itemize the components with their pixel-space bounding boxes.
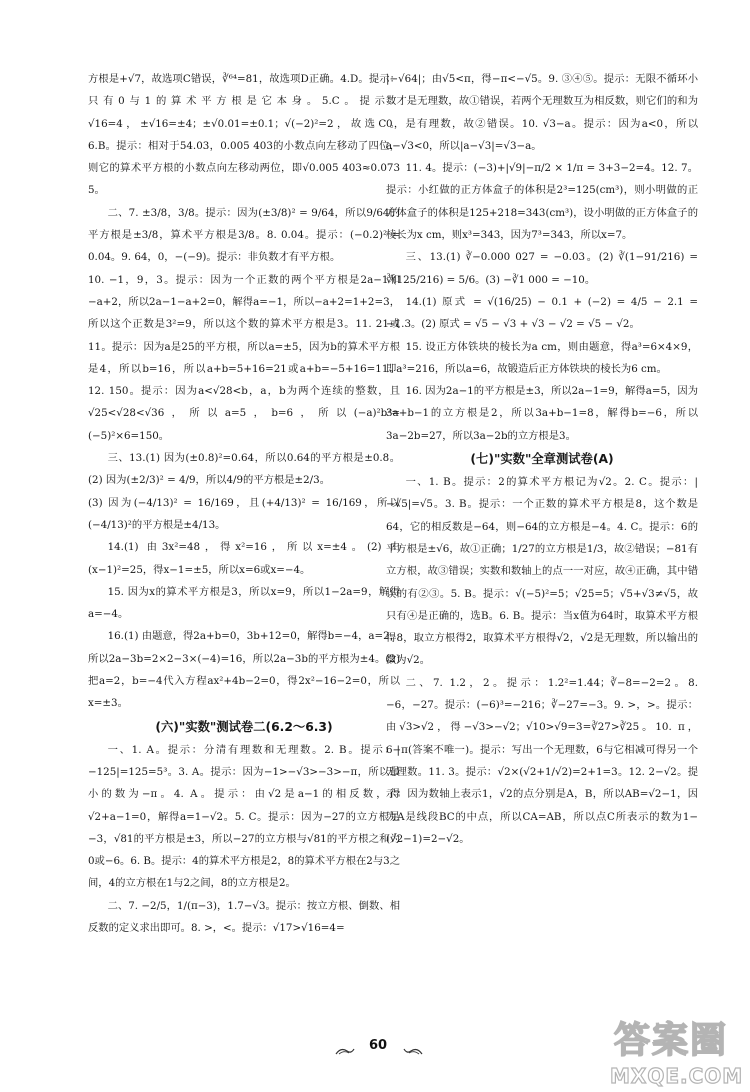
watermark-top-text: 答案圈 — [614, 1020, 729, 1061]
answer-paragraph: 15. 因为x的算术平方根是3，所以x=9，所以1−2a=9，解得a=−4。 — [88, 585, 400, 621]
page-number: 60 — [368, 1038, 388, 1053]
section-title: (六)"实数"测试卷二(6.2～6.3) — [155, 719, 333, 734]
left-ornament-icon — [335, 1046, 355, 1056]
answer-paragraph: 16. 因为2a−1的平方根是±3，所以2a−1=9，解得a=5，因为3a+b−1的立方根是2，所以3a+b−1=8，解得b=−6，所以3a−2b=27，所以3a−2b的立方根是3。 — [386, 385, 698, 442]
watermark-bottom-text: MXQE.COM — [610, 1064, 744, 1088]
answer-paragraph: 三、13.(1) ∛−0.000 027 = −0.03。(2) ∛(1−91/216) = ∛(125/216) = 5/6。(3) −∛1 000 = −10。 — [386, 251, 698, 286]
answer-paragraph: |−√64|；由√5<π，得−π<−√5。9. ③④⑤。提示：无限不循环小数才是无理数，故①错误，若两个无理数互为相反数，则它们的和为0，是有理数，故②错误。10. √3−a。提示：因为a<0，所以a−√3<0，所以|a−√3|=√3−a。 — [386, 73, 698, 152]
answer-paragraph: 三、13.(1) 因为(±0.8)²=0.64，所以0.64的平方根是±0.8。(2) 因为(±2/3)² = 4/9，所以4/9的平方根是±2/3。 — [88, 452, 400, 487]
answer-paragraph: (3) 因为(−4/13)² = 16/169，且(+4/13)² = 16/169，所以(−4/13)²的平方根是±4/13。 — [88, 496, 400, 531]
answer-paragraph: 一、1. B。提示：2的算术平方根记为√2。2. C。提示：|−√5|=√5。3. B。提示：一个正数的算术平方根是8，这个数是64，它的相反数是−64，则−64的立方根是−4。4. C。提示：6的平方根是±√6，故①正确；1/27的立方根是1/3，故②错误；−81有立方根，故③错误；实数和数轴上的点一一对应，故④正确，其中错误的有②③。5. B。提示：√(−5)²=5；√25=5；√5+√3≠√5，故只有④是正确的，选B。6. B。提示：当x值为64时，取算术平方根得8，取立方根得2，取算术平方根得√2，√2是无理数，所以输出的数为√2。 — [386, 476, 698, 667]
section-title: (七)"实数"全章测试卷(A) — [470, 452, 614, 467]
answer-paragraph: 10. −1，9，3。提示：因为一个正数的两个平方根是2a−1和−a+2，所以2a−1−a+2=0，解得a=−1，所以−a+2=1+2=3，所以这个正数是3²=9，所以这个数的算术平方根是3。11. 21或11。提示：因为a是25的平方根，所以a=±5，因为b的算术平方根是4，所以b=16，所以a+b=5+16=21或a+b=−5+16=11。12. 150。提示：因为a<√28<b，a，b为两个连续的整数，且√25<√28<√36，所以a=5，b=6，所以(−a)²b²=(−5)²×6=150。 — [88, 273, 400, 442]
right-text-column — [386, 68, 698, 850]
answer-paragraph: 14.(1) 原式 = √(16/25) − 0.1 + (−2) = 4/5 − 2.1 = −1.3。(2) 原式 = √5 − √3 + √3 − √2 = √5 − √2。 — [386, 295, 698, 331]
right-ornament-icon — [403, 1046, 423, 1056]
left-text-column — [88, 68, 400, 939]
watermark-logo — [604, 1012, 746, 1090]
answer-paragraph: 方根是+√7，故选项C错误，∛⁶⁴=81，故选项D正确。4.D。提示：只有0与1的算术平方根是它本身。5.C。提示：√16=4，±√16=±4；±√0.01=±0.1；√(−2)²=2，故选C。6.B。提示：相对于54.03，0.005 403的小数点向左移动了四位，则它的算术平方根的小数点向左移动两位，即√0.005 403≈0.073 5。 — [88, 73, 400, 197]
answer-paragraph: 二、7. ±3/8，3/8。提示：因为(±3/8)² = 9/64，所以9/64的平方根是±3/8，算术平方根是3/8。8. 0.04。提示：(−0.2)² = 0.04。9. 64，0，−(−9)。提示：非负数才有平方根。 — [88, 206, 400, 264]
answer-paragraph: 11. 4。提示：(−3)+|√9|−π/2 × 1/π = 3+3−2=4。12. 7。提示：小红做的正方体盒子的体积是2³=125(cm³)，则小明做的正方体盒子的体积是125+218=343(cm³)，设小明做的正方体盒子的棱长为x cm，则x³=343，因为7³=343，所以x=7。 — [386, 162, 698, 242]
answer-paragraph: 15. 设正方体铁块的棱长为a cm，则由题意，得a³=6×4×9，即a³=216，所以a=6，故锻造后正方体铁块的棱长为6 cm。 — [386, 340, 698, 375]
answer-paragraph: 二、7. 1.2，2。提示：1.2²=1.44；∛−8=−2=2。8. −6，−27。提示：(−6)³=−216；∛−27=−3。9. >，>。提示：由√3>√2，得−√3>−√2；√10>√9=3=∛27>∛25。10. π，6−π(答案不唯一)。提示：写出一个无理数，6与它相减可得另一个无理数。11. 3。提示：√2×(√2+1/√2)=2+1=3。12. 2−√2。提示：因为数轴上表示1，√2的点分别是A，B，所以AB=√2−1，因为A是线段BC的中点，所以CA=AB，所以点C所表示的数为1−(√2−1)=2−√2。 — [386, 676, 698, 845]
answer-paragraph: 一、1. A。提示：分清有理数和无理数。2. B。提示：|−125|=125=5³。3. A。提示：因为−1>−√3>−3>−π，所以最小的数为−π。4. A。提示：由√2是a−1的相反数，得√2+a−1=0，解得a=1−√2。5. C。提示：因为−27的立方根是−3，√81的平方根是±3，所以−27的立方根与√81的平方根之和为0或−6。6. B。提示：4的算术平方根是2，8的算术平方根在2与3之间，4的立方根在1与2之间，8的立方根是2。 — [88, 743, 400, 890]
answer-paragraph: 16.(1) 由题意，得2a+b=0，3b+12=0，解得b=−4，a=2，所以2a−3b=2×2−3×(−4)=16，所以2a−3b的平方根为±4。(2) 把a=2，b=−4代入方程ax²+4b−2=0，得2x²−16−2=0，所以x=±3。 — [88, 630, 400, 710]
answer-paragraph: 14.(1) 由3x²=48，得x²=16，所以x=±4。(2) 由(x−1)²=25，得x−1=±5，所以x=6或x=−4。 — [88, 541, 400, 576]
answer-paragraph: 二、7. −2/5，1/(π−3)，1.7−√3。提示：按立方根、倒数、相反数的定义求出即可。8. >，<。提示：√17>√16=4= — [88, 899, 400, 934]
